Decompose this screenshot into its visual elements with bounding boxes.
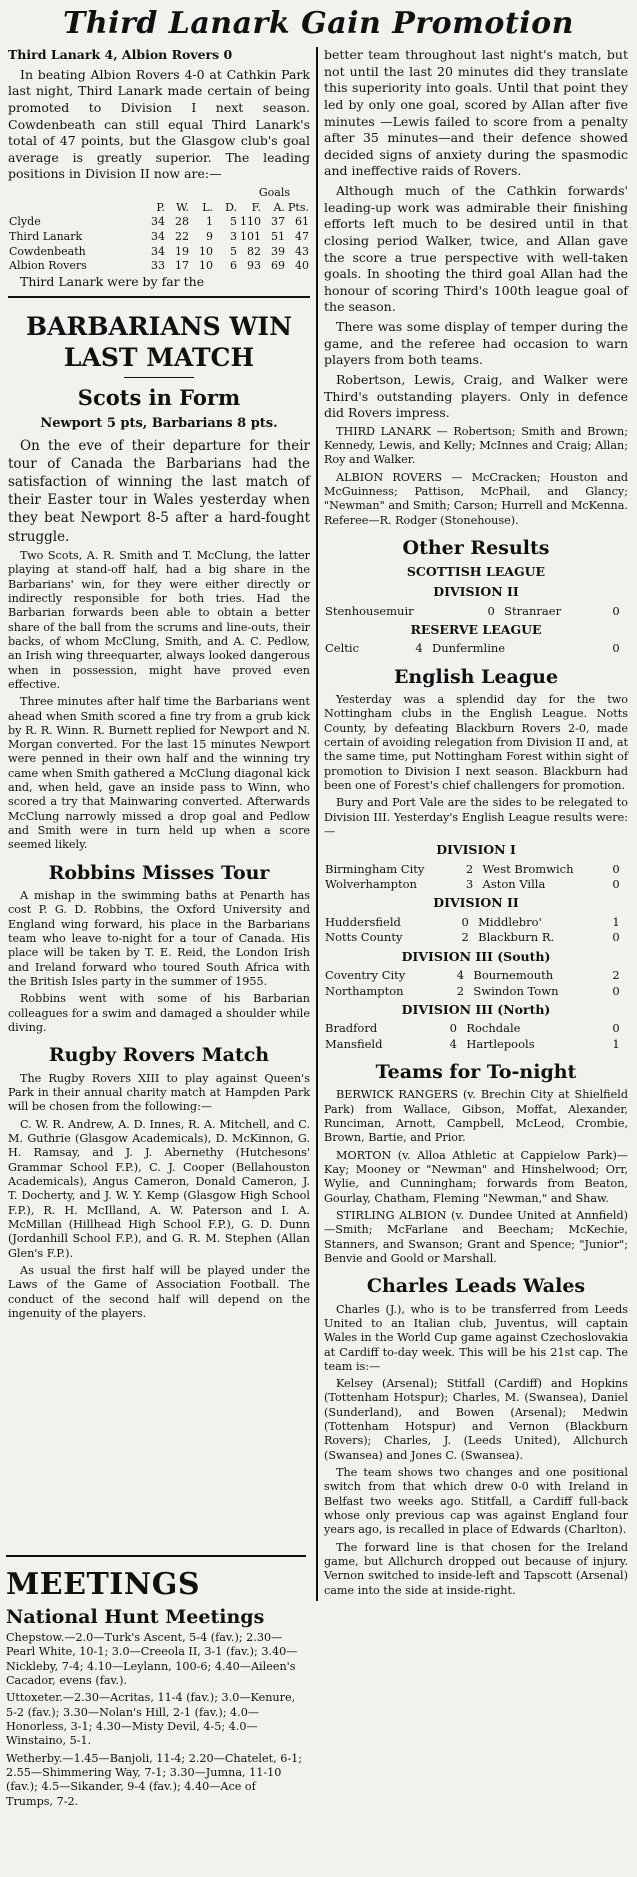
table-cell: 22 (175, 229, 189, 243)
table-row (324, 604, 628, 619)
score: 1 (612, 915, 620, 930)
article-paragraph: Bury and Port Vale are the sides to be relegated to Division III. Yesterday's English League results were:— (324, 796, 628, 838)
table-header-cell (8, 201, 142, 216)
score: 3 (465, 877, 474, 892)
score: 0 (612, 641, 620, 656)
article-paragraph: A mishap in the swimming baths at Penarth has cost P. G. D. Robbins, the Oxford University and England wing forward, his place in the Barbarians team who leave to-night for a tour of Canada. His place will be taken by T. E. Reid, the London Irish and Ireland forward who toured South Africa with the British Isles party in the summer of 1955. (8, 889, 310, 989)
team-name: Notts County (325, 930, 403, 945)
table-row (8, 245, 310, 260)
table-header-cell: P. (156, 200, 165, 214)
article-paragraph: As usual the first half will be played under the Laws of the Game of Association Football. The conduct of the second half will depend on the ingenuity of the players. (8, 1263, 310, 1320)
section-label: DIVISION III (North) (401, 1001, 551, 1017)
team-lineup: MORTON (v. Alloa Athletic at Cappielow Park)—Kay; Mooney or "Newman" and Hinshelwood; Orr, Wylie, and Cunningham; forwards from Beaton, Gourlay, Chatham, Fleming "Newman," and Shaw. (324, 1148, 628, 1205)
score: 0 (612, 603, 620, 618)
results-table (324, 641, 628, 656)
team-name: Northampton (325, 983, 404, 998)
score: 0 (461, 915, 469, 930)
table-cell: 61 (295, 215, 309, 229)
table-cell: 69 (271, 259, 285, 273)
team-name: Stenhousemuir (325, 603, 414, 618)
table-header-cell: L. (202, 200, 213, 214)
teams-headline: Teams for To-night (375, 1061, 577, 1084)
score: 2 (612, 968, 620, 983)
score: 0 (612, 930, 620, 945)
article-paragraph: Although much of the Cathkin forwards' leading-up work was admirable their finishing efforts left much to be desired until in that closing period Walker, twice, and Allan gave the score a true perspective with well-taken goals. In shooting the third goal Allan had the honour of scoring Third's 100th league goal of the season. (324, 183, 628, 315)
section-divider (6, 1555, 306, 1557)
rugby-headline: Rugby Rovers Match (48, 1044, 270, 1067)
table-cell: 3 (230, 229, 237, 243)
table-row (324, 1037, 628, 1052)
results-table (324, 968, 628, 999)
team-name: Swindon Town (473, 983, 559, 998)
table-cell: 43 (295, 244, 309, 258)
table-cell: Third Lanark (9, 229, 83, 243)
table-cell: 28 (175, 215, 189, 229)
table-cell: 39 (271, 244, 285, 258)
team-name: Bradford (325, 1021, 378, 1036)
table-row (8, 215, 310, 230)
team-name: Middlebro' (478, 915, 542, 930)
article-paragraph: Robbins went with some of his Barbarian colleagues for a swim and damaged a shoulder while diving. (8, 992, 310, 1034)
table-header-cell: A. (273, 200, 285, 214)
article-paragraph: There was some display of temper during the game, and the referee had occasion to warn players from both teams. (324, 319, 628, 368)
score: 2 (461, 930, 469, 945)
team-name: Birmingham City (325, 861, 425, 876)
team-name: Hartlepools (466, 1036, 535, 1051)
table-row (324, 862, 628, 877)
table-row (324, 984, 628, 999)
score: 0 (612, 1021, 620, 1036)
score: 4 (415, 641, 423, 656)
match-score-line: Third Lanark 4, Albion Rovers 0 (8, 47, 233, 62)
team-name: Mansfield (325, 1036, 383, 1051)
left-column (6, 47, 318, 1601)
right-column (318, 47, 630, 1601)
team-name: Coventry City (325, 968, 406, 983)
team-name: Aston Villa (482, 877, 546, 892)
table-row (324, 877, 628, 892)
article-paragraph: Two Scots, A. R. Smith and T. McClung, the latter playing at stand-off half, had a big share in the Barbarians' win, for they were either directly or indirectly responsible for both tries. Had the Barbarian forwards been able to obtain a better share of the ball from the scrums and line-outs, their backs, of whom McClung, Smith, and A. C. Pedlow, an Irish wing threequarter, always looked dangerous when in possession, might have proved even effective. (8, 548, 310, 691)
table-cell: 17 (175, 259, 189, 273)
article-paragraph: Yesterday was a splendid day for the two Nottingham clubs in the English League. Notts County, by defeating Blackburn Rovers 2-0, made certain of avoiding relegation from Division II and, at the same time, put Nottingham Forest within sight of promotion to Division I next season. Blackburn had been one of Forest's chief challengers for promotion. (324, 693, 628, 792)
table-cell: 93 (247, 259, 261, 273)
meeting-entry: Uttoxeter.—2.30—Acritas, 11-4 (fav.); 3.0—Kenure, 5-2 (fav.); 3.30—Nolan's Hill, 2-1 (fav.); 4.0—Honorless, 3-1; 4.30—Misty Devil, 4-5; 4.0—Winstaino, 5-1. (6, 1691, 296, 1748)
score: 0 (612, 983, 620, 998)
section-label: DIVISION II (433, 895, 519, 911)
robbins-headline: Robbins Misses Tour (48, 861, 270, 884)
table-header-cell: F. (251, 200, 261, 214)
team-name: Huddersfield (325, 915, 401, 930)
meetings-subhead: National Hunt Meetings (6, 1606, 265, 1628)
article-paragraph: Charles (J.), who is to be transferred from Leeds United to an Italian club, Juventus, will captain Wales in the World Cup game against Czechoslovakia at Cardiff to-day week. This will be his 21st cap. The team is:— (324, 1302, 628, 1373)
results-table (324, 915, 628, 946)
main-headline: Third Lanark Gain Promotion (63, 6, 574, 41)
table-cell: 110 (240, 215, 261, 229)
table-cell: 19 (175, 244, 189, 258)
team-name: Blackburn R. (478, 930, 555, 945)
score: 0 (449, 1021, 457, 1036)
table-row (324, 968, 628, 983)
meetings-section (6, 1555, 306, 1812)
table-cell: 101 (240, 229, 261, 243)
section-label: DIVISION III (South) (401, 948, 551, 964)
barbarians-score: Newport 5 pts, Barbarians 8 pts. (40, 416, 278, 432)
results-table (324, 1021, 628, 1052)
table-row (8, 259, 310, 274)
table-row (324, 915, 628, 930)
article-paragraph: C. W. R. Andrew, A. D. Innes, R. A. Mitchell, and C. M. Guthrie (Glasgow Academicals), D. McKinnon, G. H. Ramsay, and J. J. Abernethy (Hutchesons' Grammar School F.P.), C. J. Cooper (Bellahouston Academicals), Angus Cameron, Donald Cameron, J. T. Docherty, and J. W. Y. Kemp (Glasgow High School F.P.), R. H. McIlland, A. W. Paterson and I. A. McMillan (Hillhead High School F.P.), G. D. Dunn (Jordanhill School F.P.), and G. R. M. Stephen (Allan Glen's F.P.). (8, 1117, 310, 1260)
table-cell: 51 (271, 229, 285, 243)
short-rule (124, 377, 194, 378)
team-name: Wolverhampton (325, 877, 417, 892)
table-cell: 1 (206, 215, 213, 229)
section-label: DIVISION I (436, 842, 516, 858)
table-cell: 6 (230, 259, 237, 273)
team-lineup: STIRLING ALBION (v. Dundee United at Annfield)—Smith; McFarlane and Beecham; McKechie, Stanners, and Swanson; Grant and Spence; "Junior"; Benvie and Goold or Marshall. (324, 1208, 628, 1265)
meetings-list (6, 1631, 306, 1809)
article-paragraph: Kelsey (Arsenal); Stitfall (Cardiff) and Hopkins (Tottenham Hotspur); Charles, M. (Swansea), Daniel (Sunderland), and Bowen (Arsenal); Medwin (Tottenham Hotspur) and Vernon (Blackburn Rovers); Charles, J. (Leeds United), Allchurch (Swansea) and Jones C. (Swansea). (324, 1377, 628, 1462)
score: 0 (612, 861, 620, 876)
section-label: RESERVE LEAGUE (410, 621, 542, 637)
score: 4 (456, 968, 465, 983)
team-lineup: BERWICK RANGERS (v. Brechin City at Shielfield Park) from Wallace, Gibson, Moffat, Alexander, Runciman, Arnott, Campbell, McLeod, Crombie, Brown, Bartie, and Prior. (324, 1088, 628, 1145)
meeting-entry: Wetherby.—1.45—Banjoli, 11-4; 2.20—Chatelet, 6-1; 2.55—Shimmering Way, 7-1; 3.30—Jumna, 11-10 (fav.); 4.5—Sikander, 9-4 (fav.); 4.40—Ace of Trumps, 7-2. (6, 1751, 302, 1808)
table-cell: 40 (295, 259, 309, 273)
section-label: DIVISION II (433, 583, 519, 599)
score: 2 (456, 983, 465, 998)
table-row (324, 930, 628, 945)
table-header-row (8, 201, 310, 216)
table-cell: 34 (151, 215, 165, 229)
section-label: SCOTTISH LEAGUE (406, 564, 546, 580)
score: 2 (465, 861, 474, 876)
table-cell: Albion Rovers (9, 259, 87, 273)
score: 4 (449, 1036, 457, 1051)
article-paragraph: Three minutes after half time the Barbarians went ahead when Smith scored a fine try from a grub kick by R. R. Winn. R. Burnett replied for Newport and N. Morgan converted. For the last 15 minutes Newport were penned in their own half and the winning try came when Smith gathered a McClung diagonal kick and, when held, gave an inside pass to Winn, who scored a try that Mainwaring converted. Afterwards McClung narrowly missed a drop goal and Pedlow and Smith were in turn held up when a score seemed likely. (8, 695, 310, 852)
team-name: Celtic (325, 641, 360, 656)
table-row (8, 230, 310, 245)
table-cell: 82 (247, 244, 261, 258)
english-league-headline: English League (393, 665, 559, 688)
table-header-cell: W. (176, 200, 189, 214)
team-name: Stranraer (504, 603, 562, 618)
table-cell: 37 (271, 215, 285, 229)
table-cell: 10 (199, 244, 213, 258)
table-header-cell: Pts. (288, 200, 309, 214)
article-paragraph: The team shows two changes and one positional switch from that which drew 0-0 with Ireland in Belfast two weeks ago. Stitfall, a Cardiff full-back whose only previous cap was against England four years ago, is recalled in place of Edwards (Charlton). (324, 1466, 628, 1537)
table-goals-header: Goals (258, 186, 290, 199)
score: 0 (487, 603, 495, 618)
column-divider (8, 296, 310, 298)
meetings-headline: MEETINGS (6, 1567, 201, 1602)
article-paragraph: Robertson, Lewis, Craig, and Walker were Third's outstanding players. Only in defence did Rovers impress. (324, 371, 628, 421)
team-lineup: THIRD LANARK — Robertson; Smith and Brown; Kennedy, Lewis, and Kelly; McInnes and Craig; Allan; Roy and Walker. (324, 424, 628, 467)
table-cell: Clyde (9, 215, 41, 229)
table-row (324, 1021, 628, 1036)
team-name: West Bromwich (482, 861, 574, 876)
team-name: Rochdale (466, 1021, 521, 1036)
other-results-headline: Other Results (402, 537, 550, 560)
table-row (324, 641, 628, 656)
table-cell: 47 (295, 229, 309, 243)
wales-headline: Charles Leads Wales (366, 1275, 586, 1298)
score: 1 (612, 1036, 620, 1051)
article-paragraph: The Rugby Rovers XIII to play against Queen's Park in their annual charity match at Hampden Park will be chosen from the following:— (8, 1071, 310, 1114)
meeting-entry: Chepstow.—2.0—Turk's Ascent, 5-4 (fav.); 2.30—Pearl White, 10-1; 3.0—Creeola II, 3-1 (fav.); 3.40—Nickleby, 7-4; 4.10—Leylann, 100-6; 4.40—Aileen's Cacador, evens (fav.). (6, 1631, 298, 1687)
results-table (324, 604, 628, 619)
results-table (324, 862, 628, 893)
score: 0 (612, 877, 620, 892)
team-lineup: ALBION ROVERS — McCracken; Houston and McGuinness; Pattison, McPhail, and Glancy; "Newman" and Smith; Carson; Hurrell and McKenna. Referee—R. Rodger (Stonehouse). (324, 470, 628, 527)
table-cell: 5 (230, 215, 237, 229)
table-cell: 10 (199, 259, 213, 273)
barbarians-subhead: Scots in Form (77, 385, 241, 411)
team-name: Dunfermline (432, 641, 506, 656)
table-header-cell: D. (225, 200, 237, 214)
article-paragraph: Third Lanark were by far the (20, 273, 205, 289)
barbarians-headline: BARBARIANS WIN LAST MATCH (26, 312, 292, 372)
table-cell: 34 (151, 244, 165, 258)
article-paragraph: In beating Albion Rovers 4-0 at Cathkin Park last night, Third Lanark made certain of being promoted to Division I next season. Cowdenbeath can still equal Third Lanark's total of 47 points, but the Glasgow club's goal average is greatly superior. The leading positions in Division II now are:— (8, 66, 310, 182)
table-cell: 33 (151, 259, 165, 273)
article-paragraph: better team throughout last night's match, but not until the last 20 minutes did they translate this superiority into goals. Until that point they led by only one goal, scored by Allan after five minutes —Lewis failed to score from a penalty after 35 minutes—and their defence showed decided signs of anxiety during the spasmodic and ineffective raids of Rovers. (324, 47, 628, 179)
table-cell: 5 (230, 244, 237, 258)
table-cell: Cowdenbeath (9, 244, 86, 258)
article-paragraph: The forward line is that chosen for the Ireland game, but Allchurch dropped out because of injury. Vernon switched to inside-left and Tapscott (Arsenal) came into the side at inside-right. (324, 1540, 628, 1597)
columns (6, 47, 631, 1601)
table-cell: 34 (151, 229, 165, 243)
article-paragraph: On the eve of their departure for their tour of Canada the Barbarians had the satisfaction of winning the last match of their Easter tour in Wales yesterday when they beat Newport 8-5 after a hard-fought struggle. (8, 437, 310, 545)
team-name: Bournemouth (473, 968, 554, 983)
table-cell: 9 (206, 229, 213, 243)
league-table (8, 201, 310, 274)
